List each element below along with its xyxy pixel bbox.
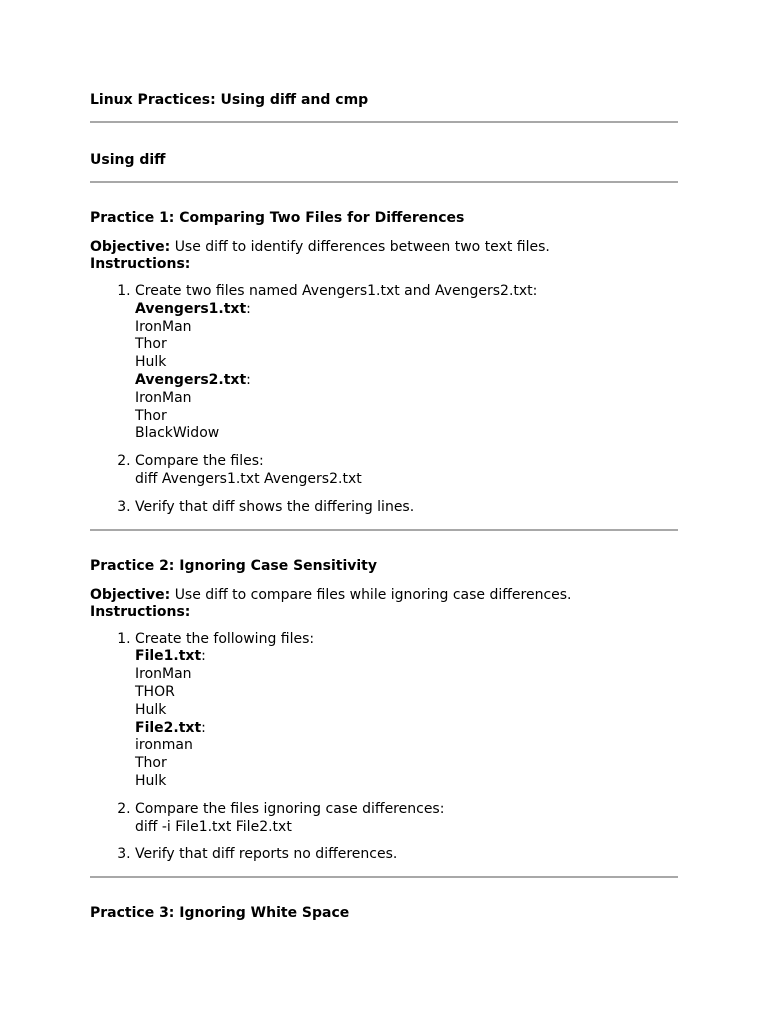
file-line: Thor (135, 336, 167, 353)
file-line: Hulk (135, 772, 167, 789)
file-line: IronMan (135, 666, 192, 683)
file-name: File1.txt (135, 648, 202, 665)
step-item (135, 846, 678, 864)
file-heading: File2.txt: (135, 719, 206, 736)
practice-1-steps (90, 283, 678, 517)
practice-2-objective (90, 586, 678, 604)
command-text: diff Avengers1.txt Avengers2.txt (135, 470, 362, 487)
step-item (135, 801, 678, 837)
step-text: 1. Create two files named Avengers1.txt and Avengers2.txt: (135, 283, 538, 299)
file-line: ironman (135, 737, 193, 754)
instructions-label: Instructions: (90, 603, 191, 620)
document-title: Linux Practices: Using diff and cmp (90, 92, 369, 108)
step-text: 2. Compare the files ignoring case differences: (135, 800, 445, 817)
objective-text: Use diff to identify differences between two text files. (174, 239, 550, 255)
step-item (135, 453, 678, 489)
instructions-label: Instructions: (90, 256, 191, 272)
step-text: 3. Verify that diff reports no differences. (135, 846, 398, 863)
practice-1-title: Practice 1: Comparing Two Files for Differences (90, 210, 465, 226)
divider (90, 529, 678, 531)
file-line: Thor (135, 407, 167, 424)
file-heading: Avengers1.txt: (135, 300, 251, 317)
file-line: Thor (135, 755, 167, 772)
step-item (135, 631, 678, 791)
objective-label: Objective: (90, 239, 171, 255)
practice-3-title: Practice 3: Ignoring White Space (90, 905, 350, 922)
divider (90, 181, 678, 183)
file-line: IronMan (135, 318, 192, 335)
file-line: IronMan (135, 389, 192, 406)
practice-1-objective (90, 238, 678, 256)
file-line: THOR (135, 683, 175, 700)
file-name: File2.txt (135, 719, 202, 736)
file-heading: Avengers2.txt: (135, 371, 251, 388)
step-item (135, 499, 678, 517)
file-line: BlackWidow (135, 425, 220, 442)
step-text: 1. Create the following files: (135, 630, 315, 647)
file-heading: File1.txt: (135, 648, 206, 665)
divider (90, 121, 678, 123)
file-line: Hulk (135, 354, 167, 371)
section-title: Using diff (90, 152, 166, 168)
objective-label: Objective: (90, 586, 171, 603)
command-text: diff -i File1.txt File2.txt (135, 818, 292, 835)
step-text: 3. Verify that diff shows the differing lines. (135, 498, 415, 515)
file-line: Hulk (135, 701, 167, 718)
step-text: 2. Compare the files: (135, 453, 264, 470)
practice-2-steps (90, 631, 678, 865)
file-name: Avengers2.txt (135, 371, 247, 388)
divider (90, 876, 678, 878)
objective-text: Use diff to compare files while ignoring case differences. (174, 586, 572, 603)
practice-2-title: Practice 2: Ignoring Case Sensitivity (90, 557, 377, 574)
step-item (135, 283, 678, 443)
file-name: Avengers1.txt (135, 300, 247, 317)
